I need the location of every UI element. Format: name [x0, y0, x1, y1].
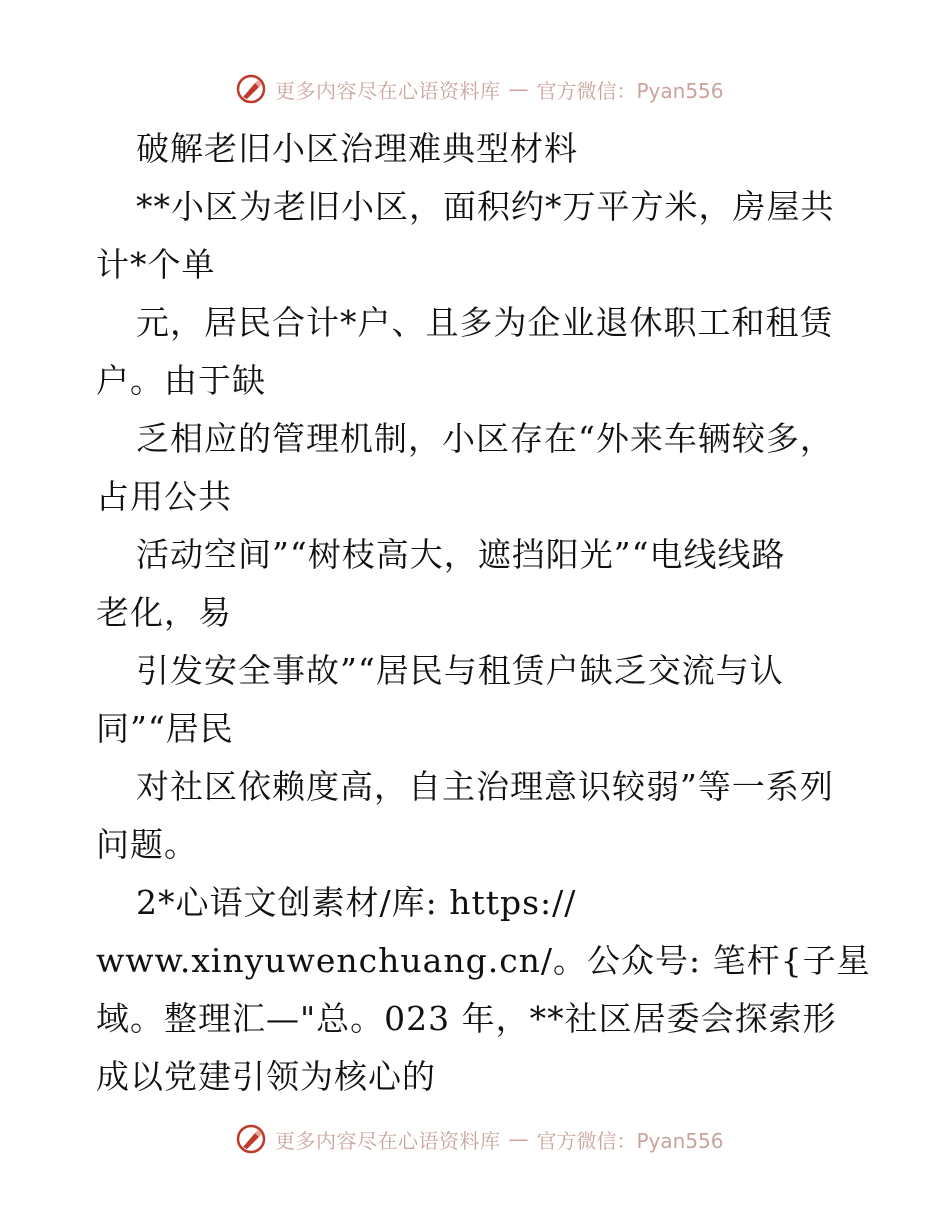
watermark-text: 更多内容尽在心语资料库: [275, 78, 501, 103]
pen-circle-logo-icon: [235, 73, 267, 105]
paragraph-line: 2*心语文创素材/库: https://: [136, 883, 577, 922]
footer-watermark: [235, 1122, 724, 1156]
document-body: [96, 120, 871, 1106]
paragraph-line: 问题。: [96, 825, 198, 864]
paragraph-line: 元，居民合计*户、且多为企业退休职工和租赁: [136, 303, 834, 342]
paragraph-line: 计*个单: [96, 245, 216, 284]
pen-circle-logo-icon: [235, 1123, 267, 1155]
paragraph-line: 户。由于缺: [96, 361, 266, 400]
paragraph-line: 域。整理汇—"总。023 年，**社区居委会探索形: [96, 999, 837, 1038]
paragraph-line: www.xinyuwenchuang.cn/。公众号: 笔杆{子星: [96, 941, 871, 980]
document-title: 破解老旧小区治理难典型材料: [136, 129, 578, 168]
watermark-separator: —: [508, 1127, 529, 1151]
watermark-contact: 官方微信：Pyan556: [536, 1128, 724, 1153]
paragraph-line: 同”“居民: [96, 709, 234, 748]
watermark-text: 更多内容尽在心语资料库: [275, 1128, 501, 1153]
paragraph-line: 成以党建引领为核心的: [96, 1057, 436, 1096]
watermark-separator: —: [508, 77, 529, 101]
paragraph-line: 对社区依赖度高，自主治理意识较弱”等一系列: [136, 767, 834, 806]
paragraph-line: 引发安全事故”“居民与租赁户缺乏交流与认: [136, 651, 784, 690]
paragraph-line: **小区为老旧小区，面积约*万平方米，房屋共: [136, 187, 835, 226]
paragraph-line: 乏相应的管理机制，小区存在“外来车辆较多，: [136, 419, 834, 458]
header-watermark: [235, 72, 724, 106]
paragraph-line: 活动空间”“树枝高大，遮挡阳光”“电线线路: [136, 535, 786, 574]
paragraph-line: 占用公共: [96, 477, 232, 516]
watermark-contact: 官方微信：Pyan556: [536, 78, 724, 103]
paragraph-line: 老化，易: [96, 593, 232, 632]
